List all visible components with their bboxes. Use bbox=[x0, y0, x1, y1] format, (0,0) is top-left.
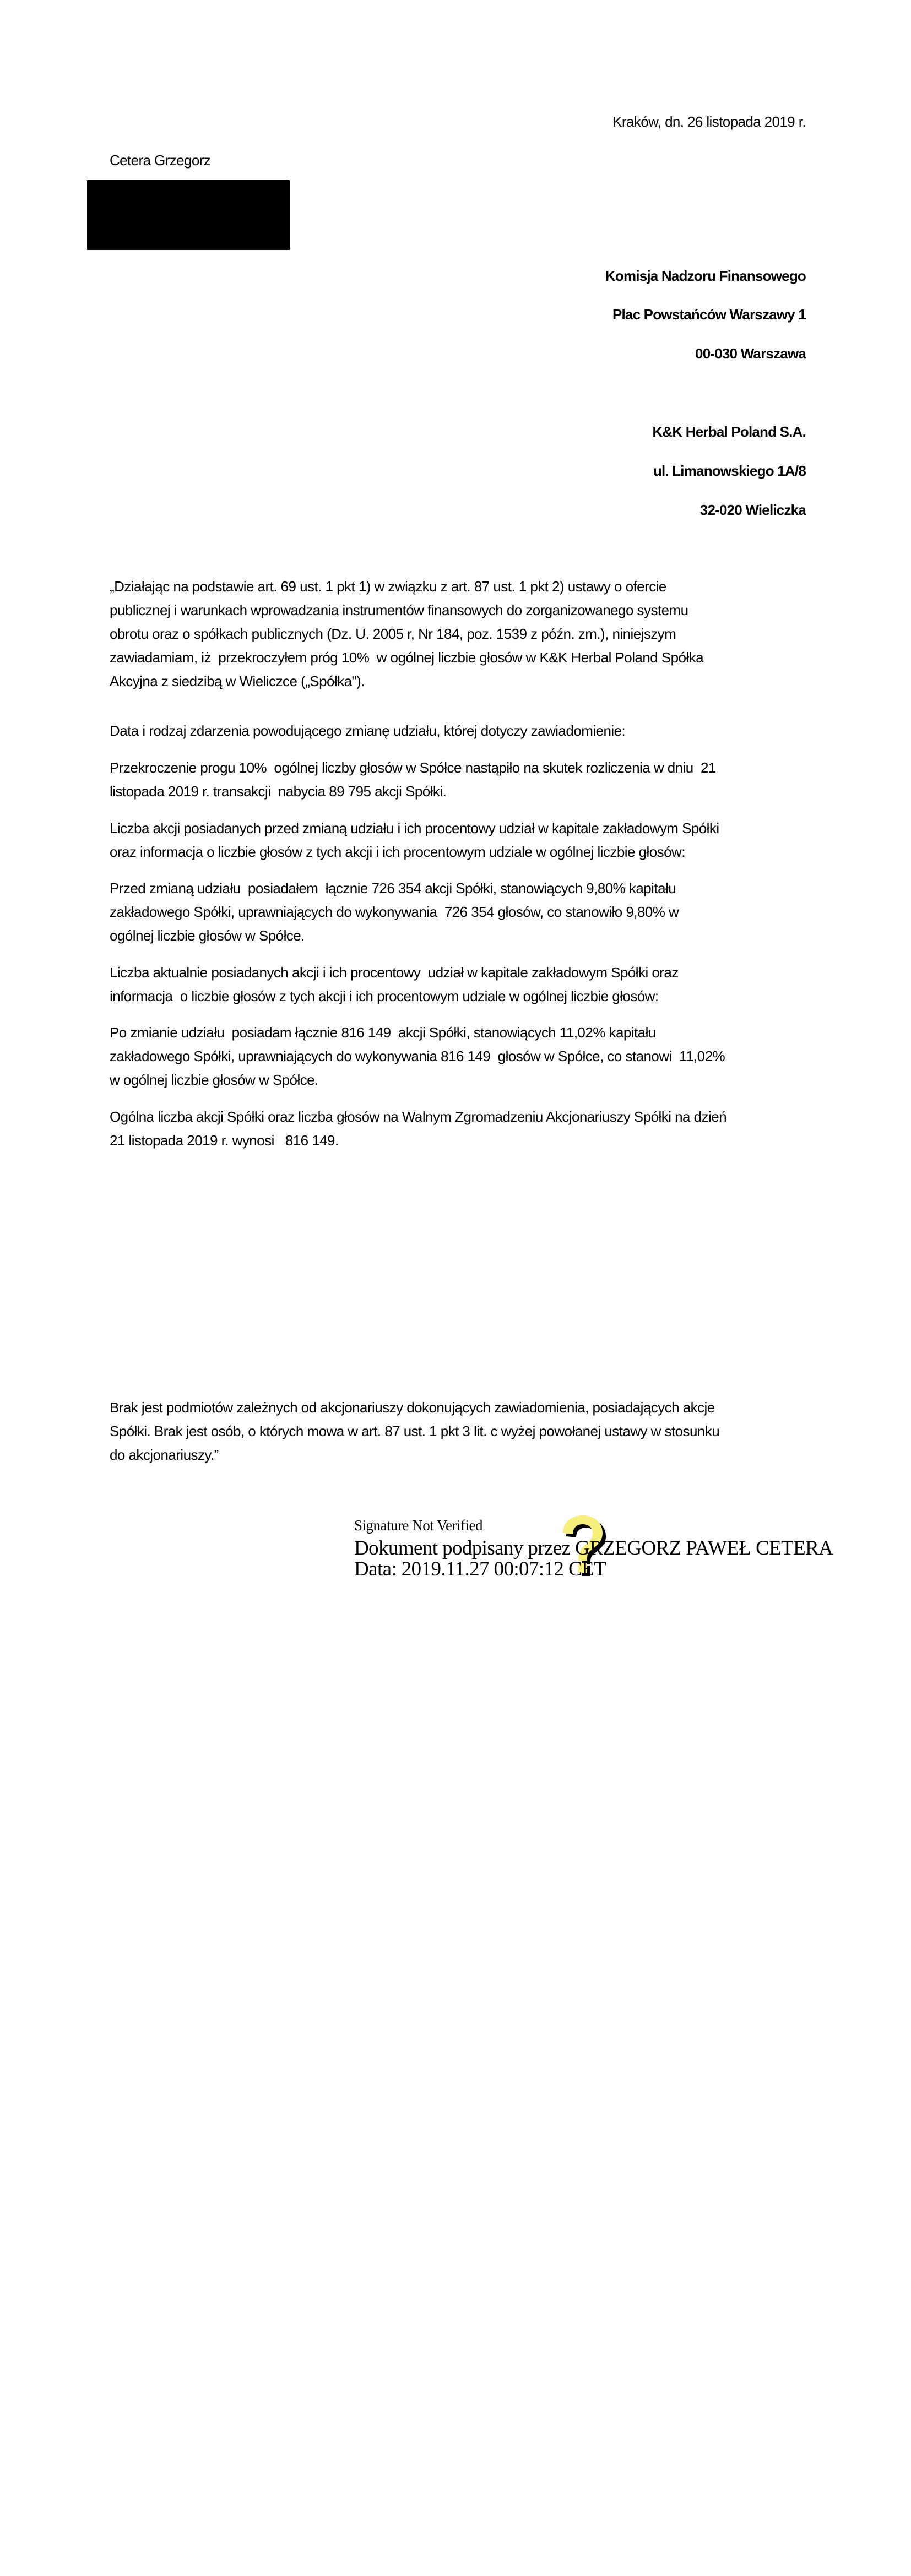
text-line: Liczba akcji posiadanych przed zmianą udziału i ich procentowy udział w kapitale zakładowym Spółki bbox=[110, 820, 719, 836]
text-line: do akcjonariuszy.” bbox=[110, 1447, 219, 1463]
text-line: w ogólnej liczbie głosów w Spółce. bbox=[110, 1072, 318, 1088]
paragraph-total-shares bbox=[110, 1105, 809, 1153]
paragraph-legal-basis bbox=[110, 575, 809, 693]
recipient-2-name: K&K Herbal Poland S.A. bbox=[652, 423, 806, 440]
text-line: Akcyjna z siedzibą w Wieliczce („Spółka"). bbox=[110, 673, 365, 689]
recipient-2-city: 32-020 Wieliczka bbox=[699, 502, 806, 518]
paragraph-current-holdings bbox=[110, 1021, 809, 1092]
text-line: listopada 2019 r. transakcji nabycia 89 795 akcji Spółki. bbox=[110, 783, 447, 800]
paragraph-current-heading bbox=[110, 961, 809, 1008]
text-line: Po zmianie udziału posiadam łącznie 816 149 akcji Spółki, stanowiących 11,02% kapitału bbox=[110, 1024, 656, 1041]
text-line: Brak jest podmiotów zależnych od akcjonariuszy dokonujących zawiadomienia, posiadających akcje bbox=[110, 1399, 715, 1416]
paragraph-before-heading bbox=[110, 817, 809, 864]
recipient-1-name: Komisja Nadzoru Finansowego bbox=[605, 268, 806, 284]
recipient-1-street: Plac Powstańców Warszawy 1 bbox=[612, 306, 806, 323]
paragraph-closing bbox=[110, 1396, 809, 1467]
text-line: Przed zmianą udziału posiadałem łącznie 726 354 akcji Spółki, stanowiących 9,80% kapitału bbox=[110, 880, 676, 896]
text-line: publicznej i warunkach wprowadzania instrumentów finansowych do zorganizowanego systemu bbox=[110, 602, 688, 618]
text-line: Liczba aktualnie posiadanych akcji i ich procentowy udział w kapitale zakładowym Spółki oraz bbox=[110, 964, 679, 981]
signature-stamp[interactable] bbox=[354, 1517, 833, 1580]
text-line: „Działając na podstawie art. 69 ust. 1 pkt 1) w związku z art. 87 ust. 1 pkt 2) ustawy o ofercie bbox=[110, 578, 666, 595]
paragraph-before-holdings bbox=[110, 877, 809, 948]
signature-status: Signature Not Verified bbox=[354, 1517, 482, 1534]
text-line: 21 listopada 2019 r. wynosi 816 149. bbox=[110, 1132, 339, 1149]
text-line: Spółki. Brak jest osób, o których mowa w art. 87 ust. 1 pkt 3 lit. c wyżej powołanej ustawy w stosunku bbox=[110, 1423, 720, 1439]
text-line: obrotu oraz o spółkach publicznych (Dz. U. 2005 r, Nr 184, poz. 1539 z późn. zm.), niniejszym bbox=[110, 626, 676, 642]
text-line: zakładowego Spółki, uprawniających do wykonywania 726 354 głosów, co stanowiło 9,80% w bbox=[110, 904, 679, 920]
signature-date: Data: 2019.11.27 00:07:12 CET bbox=[354, 1558, 606, 1580]
sender-name: Cetera Grzegorz bbox=[110, 152, 211, 169]
text-line: Data i rodzaj zdarzenia powodującego zmianę udziału, której dotyczy zawiadomienie: bbox=[110, 722, 626, 739]
place-date: Kraków, dn. 26 listopada 2019 r. bbox=[612, 113, 806, 130]
paragraph-event-heading bbox=[110, 719, 809, 743]
paragraph-event-details bbox=[110, 756, 809, 803]
text-line: Przekroczenie progu 10% ogólnej liczby głosów w Spółce nastąpiło na skutek rozliczenia w dniu 21 bbox=[110, 759, 716, 776]
notification-body bbox=[110, 575, 809, 693]
text-line: Ogólna liczba akcji Spółki oraz liczba głosów na Walnym Zgromadzeniu Akcjonariuszy Spółki na dzień bbox=[110, 1108, 727, 1125]
recipient-1-city: 00-030 Warszawa bbox=[695, 345, 806, 362]
signature-signed-by: Dokument podpisany przez GRZEGORZ PAWEŁ CETERA bbox=[354, 1537, 833, 1559]
recipient-2-street: ul. Limanowskiego 1A/8 bbox=[653, 463, 806, 479]
redacted-address-block bbox=[87, 180, 290, 250]
text-line: zakładowego Spółki, uprawniających do wykonywania 816 149 głosów w Spółce, co stanowi 11,02% bbox=[110, 1048, 725, 1064]
text-line: ogólnej liczbie głosów w Spółce. bbox=[110, 927, 305, 944]
text-line: zawiadamiam, iż przekroczyłem próg 10% w ogólnej liczbie głosów w K&K Herbal Poland Spółka bbox=[110, 649, 704, 666]
text-line: oraz informacja o liczbie głosów z tych akcji i ich procentowym udziale w ogólnej liczbie głosów: bbox=[110, 844, 685, 860]
text-line: informacja o liczbie głosów z tych akcji i ich procentowym udziale w ogólnej liczbie głosów: bbox=[110, 988, 659, 1004]
